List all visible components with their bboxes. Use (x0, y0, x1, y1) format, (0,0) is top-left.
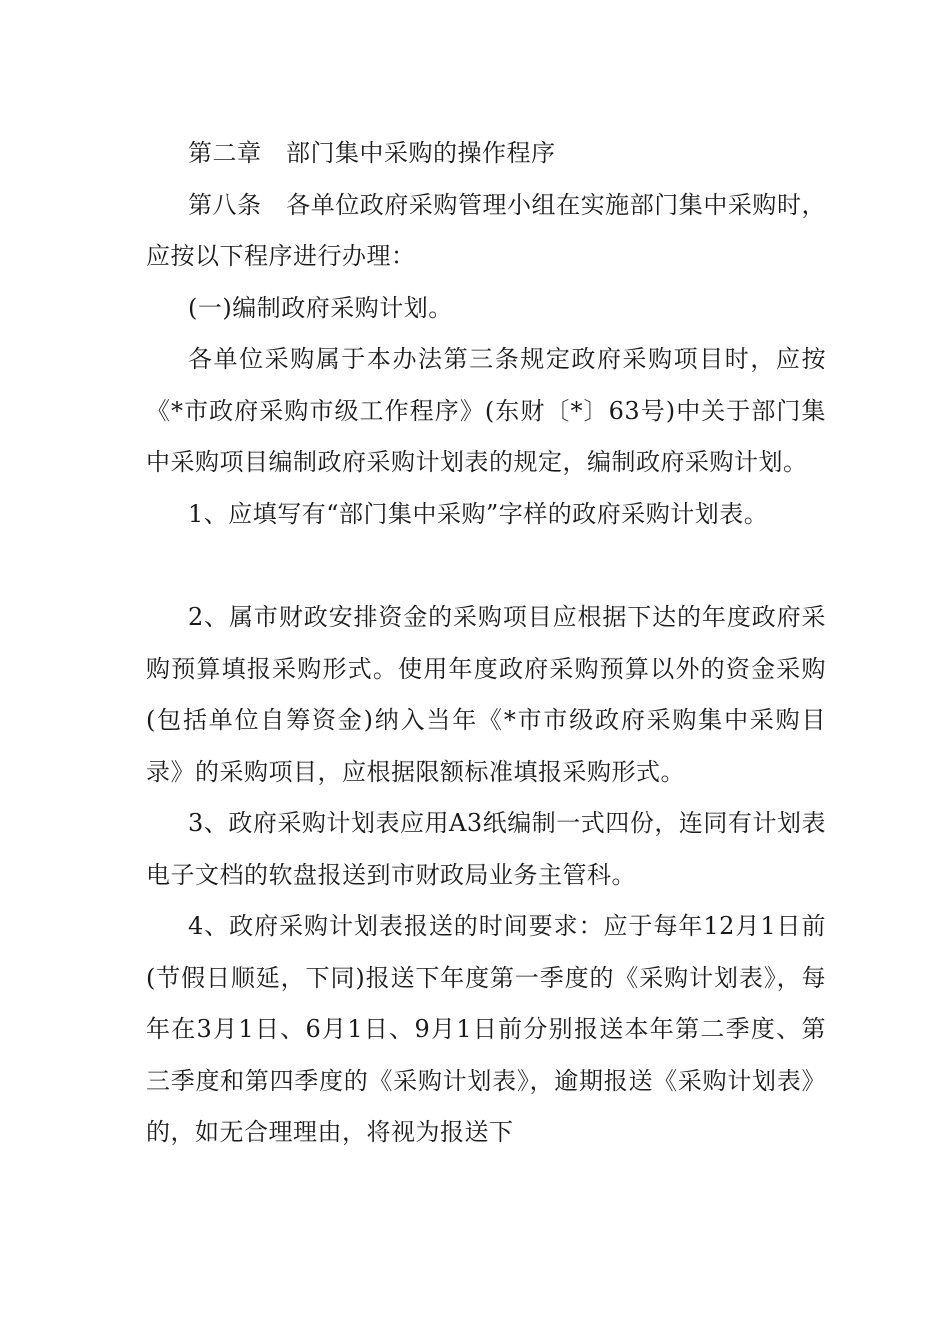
article-8-paragraph: 第八条 各单位政府采购管理小组在实施部门集中采购时，应按以下程序进行办理： (146, 190, 826, 270)
chapter-title: 第二章 部门集中采购的操作程序 (188, 139, 556, 167)
section-1-body: 各单位采购属于本办法第三条规定政府采购项目时，应按《*市政府采购市级工作程序》(东财〔*〕63号)中关于部门集中采购项目编制政府采购计划表的规定，编制政府采购计划。 (146, 345, 826, 476)
document-body (146, 128, 826, 1159)
item-2-paragraph: 2、属市财政安排资金的采购项目应根据下达的年度政府采购预算填报采购形式。使用年度政府采购预算以外的资金采购(包括单位自筹资金)纳入当年《*市市级政府采购集中采购目录》的采购项目，应根据限额标准填报采购形式。 (146, 603, 826, 786)
section-1-heading: (一)编制政府采购计划。 (188, 293, 453, 322)
item-4-paragraph: 4、政府采购计划表报送的时间要求：应于每年12月1日前(节假日顺延，下同)报送下年度第一季度的《采购计划表》，每年在3月1日、6月1日、9月1日前分别报送本年第二季度、第三季度和第四季度的《采购计划表》，逾期报送《采购计划表》的，如无合理理由，将视为报送下 (146, 912, 826, 1146)
item-3-paragraph: 3、政府采购计划表应用A3纸编制一式四份，连同有计划表电子文档的软盘报送到市财政局业务主管科。 (146, 809, 826, 889)
item-1-paragraph: 1、应填写有“部门集中采购”字样的政府采购计划表。 (188, 499, 769, 528)
